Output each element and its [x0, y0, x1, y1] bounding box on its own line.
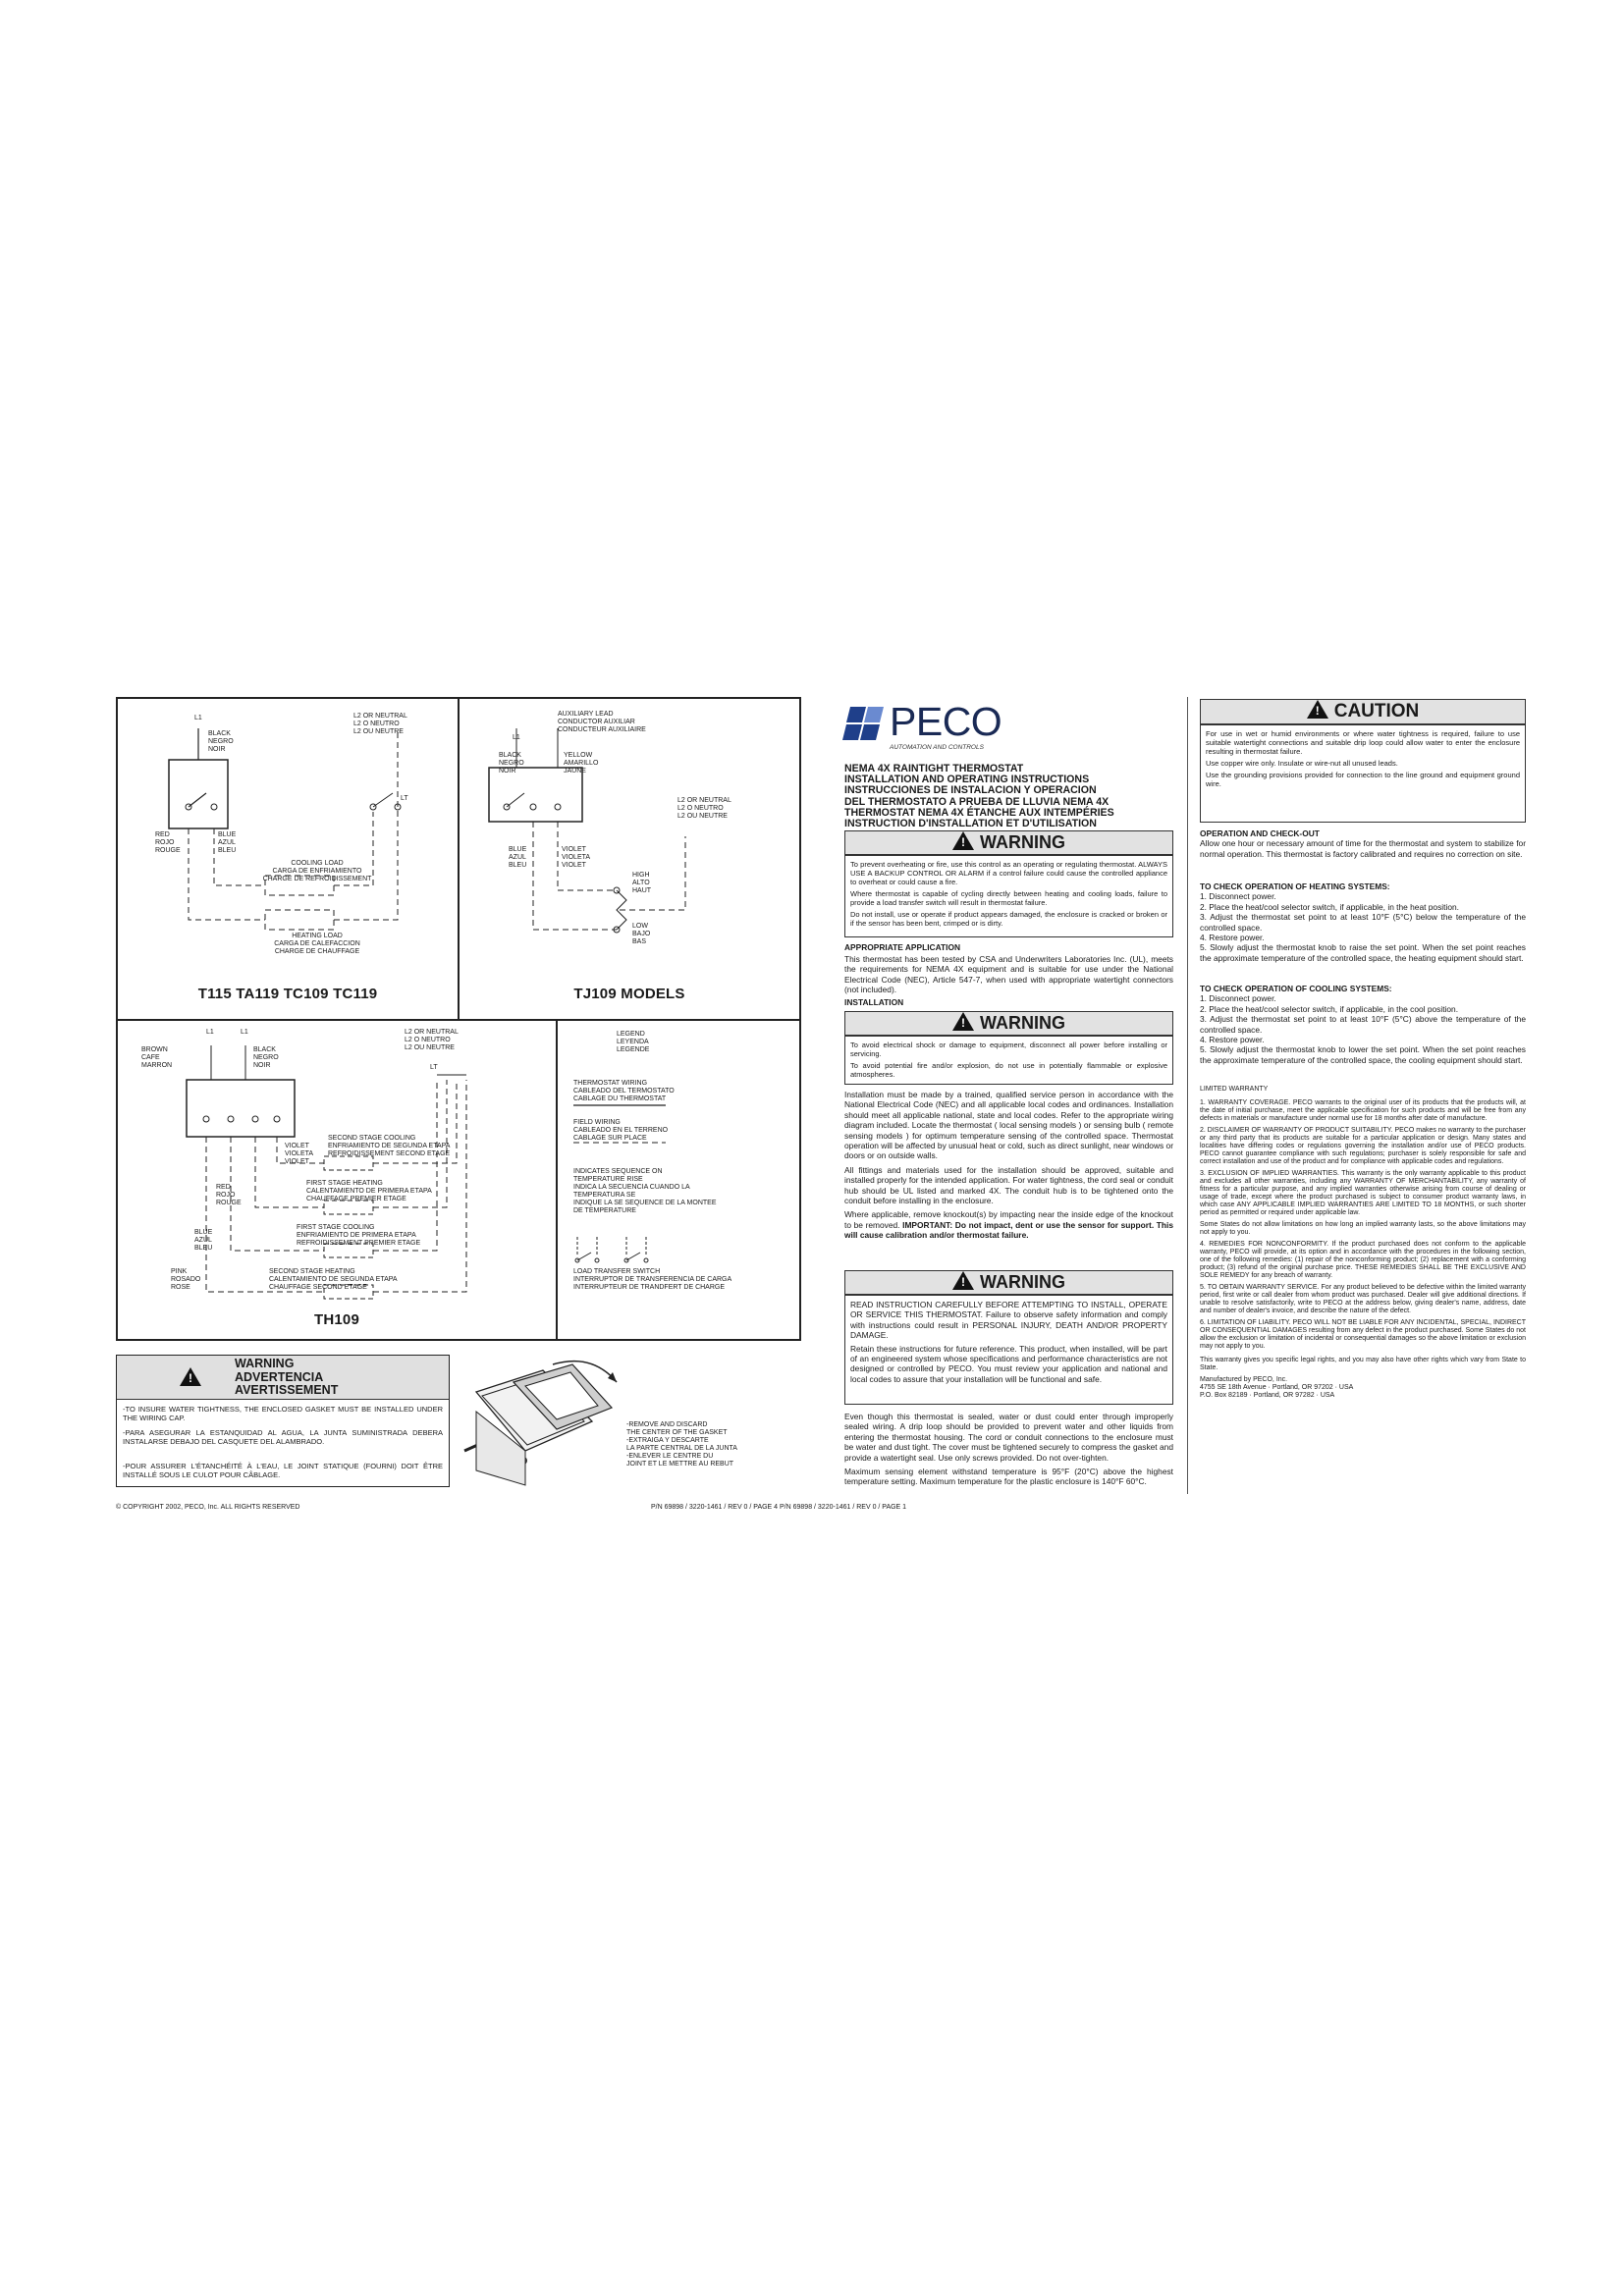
legend-thermostat-wiring: THERMOSTAT WIRING CABLEADO DEL TERMOSTATO CABLAGE DU THERMOSTAT: [573, 1080, 675, 1102]
tj109-l2-label: L2 OR NEUTRAL L2 O NEUTRO L2 OU NEUTRE: [677, 797, 731, 820]
document-title: NEMA 4X RAINTIGHT THERMOSTAT INSTALLATION AND OPERATING INSTRUCTIONS INSTRUCCIONES DE INSTALACION Y OPERACION DEL THERMOSTATO A PRUEBA DE LLUVIA NEMA 4X THERMOSTAT NEMA 4X ÉTANCHE AUX INTEMPÉRIES INSTRUCTION D'INSTALLATION ET D'UTILISATION: [844, 763, 1114, 830]
caution-triangle-icon: [1307, 700, 1328, 719]
th109-black-label: BLACK NEGRO NOIR: [253, 1046, 279, 1069]
t115-blue-label: BLUE AZUL BLEU: [218, 831, 237, 854]
gasket-warning-es: -PARA ASEGURAR LA ESTANQUIDAD AL AGUA, LA JUNTA SUMINISTRADA DEBERA INSTALARSE DEBAJO DEL CASQUETE DEL ALAMBRADO.: [123, 1428, 443, 1446]
th109-red-label: RED ROJO ROUGE: [216, 1184, 242, 1206]
limited-warranty: LIMITED WARRANTY 1. WARRANTY COVERAGE. PECO warrants to the original user of its products that the products will, at the date of initial purchase, meet the applicable specification for such products and will be free from any defects in materials or manufacture under normal use for 18 months after date of manufacture. 2. DISCLAIMER OF WARRANTY OF PRODUCT SUITABILITY. PECO makes no warranty to the purchaser or any third party that its products are suitable for a particular application or design. Many states and localities have differing codes or regulations governing the installation and/or use of PECO products. PECO cannot guarantee compliance with such regulations; purchaser is solely responsible for safe and correct installation and use of the product and for compliance with applicable codes and regulations. 3. EXCLUSION OF IMPLIED WARRANTIES. This warranty is the only warranty applicable to this product and excludes all other warranties, including any WARRANTY OF MERCHANTABILITY, any warranty of fitness for a particular purpose, and any implied warranties otherwise arising from course of dealing or usage of trade, except where the product purchased is subject to consumer product warranty laws, in which case ANY APPLICABLE IMPLIED WARRANTIES ARE LIMITED TO 18 MONTHS, or such shorter period as permitted or required under applicable law. Some States do not allow limitations on how long an implied warranty lasts, so the above limitations may not apply to you. 4. REMEDIES FOR NONCONFORMITY. If the product purchased does not conform to the applicable warranty, PECO will provide, at its option and in accordance with the procedures in the following section, one of the following remedies: (1) repair of the nonconforming product; (2) replacement with a conforming product; (3) refund of the original purchase price. THESE REMEDIES SHALL BE THE EXCLUSIVE AND SOLE REMEDY for any breach of warranty. 5. TO OBTAIN WARRANTY SERVICE. For any product believed to be defective within the limited warranty period, first write or call dealer from whom product was purchased. Dealer will give additional directions. If unable to resolve satisfactorily, write to PECO at the address below, giving dealer's name, address, date and number of dealer's invoice, and describe the nature of the defect. 6. LIMITATION OF LIABILITY. PECO WILL NOT BE LIABLE FOR ANY INCIDENTAL, SPECIAL, INDIRECT OR CONSEQUENTIAL DAMAGES resulting from any defect in the product purchased. Some States do not allow the exclusion or limitation of incidental or consequential damages so the above limitation or exclusion may not apply to you. This warranty gives you specific legal rights, and you may also have other rights which vary from State to State. Manufactured by PECO, Inc. 4755 SE 18th Avenue · Portland, OR 97202 · USA P.O. Box 82189 · Portland, OR 97282 · USA: [1200, 1086, 1526, 1399]
legend-field-wiring: FIELD WIRING CABLEADO EN EL TERRENO CABLAGE SUR PLACE: [573, 1119, 669, 1142]
gasket-warning-box: [116, 1355, 450, 1487]
legend-load-transfer-switch: LOAD TRANSFER SWITCH INTERRUPTOR DE TRANSFERENCIA DE CARGA INTERRUPTEUR DE TRANDFERT DE CHARGE: [573, 1268, 732, 1291]
installation-heading: INSTALLATION: [844, 997, 904, 1007]
legend-title: LEGEND LEYENDA LEGENDE: [617, 1031, 650, 1053]
t115-red-label: RED ROJO ROUGE: [155, 831, 181, 854]
th109-blue-label: BLUE AZUL BLEU: [194, 1229, 213, 1252]
th109-first-heat-label: FIRST STAGE HEATING CALENTAMIENTO DE PRIMERA ETAPA CHAUFFAGE PREMIER ETAGE: [306, 1180, 432, 1202]
sealed-body: Even though this thermostat is sealed, water or dust could enter through improperly sealed wiring. A drip loop should be provided to prevent water and other liquids from entering the thermostat housing. The cord or conduit connections to the enclosure must be water and dust tight. The cover must be tightened securely to compress the gasket and provide a watertight seal. Use only screws provided. Do not over-tighten. Maximum sensing element withstand temperature is 95°F (20°C) above the highest temperature setting. Maximum temperature for the plastic enclosure is 140°F 60°C.: [844, 1412, 1173, 1487]
tj109-blue-label: BLUE AZUL BLEU: [509, 846, 527, 869]
th109-pink-label: PINK ROSADO ROSE: [171, 1268, 201, 1291]
wiring-legend: [556, 1019, 801, 1341]
column-divider: [1187, 697, 1188, 1494]
gasket-warning-title: WARNING ADVERTENCIA AVERTISSEMENT: [235, 1357, 339, 1397]
knockout-important: IMPORTANT: Do not impact, dent or use the sensor for support. This will cause calibration and/or thermostat failure.: [844, 1219, 1173, 1241]
tj109-title: TJ109 MODELS: [573, 986, 685, 1002]
warning-triangle-icon: [180, 1367, 201, 1386]
warning-triangle-icon: [952, 831, 974, 850]
peco-logo-mark-icon: [844, 707, 888, 742]
th109-violet-label: VIOLET VIOLETA VIOLET: [285, 1143, 314, 1165]
gasket-warning-header: [117, 1356, 449, 1400]
th109-first-cool-label: FIRST STAGE COOLING ENFRIAMIENTO DE PRIMERA ETAPA REFROIDISSEMENT PREMIER ETAGE: [297, 1224, 421, 1247]
t115-l2-label: L2 OR NEUTRAL L2 O NEUTRO L2 OU NEUTRE: [353, 713, 407, 735]
tj109-yellow-label: YELLOW AMARILLO JAUNE: [564, 752, 599, 774]
legend-sequence: INDICATES SEQUENCE ON TEMPERATURE RISE INDICA LA SECUENCIA CUANDO LA TEMPERATURA SE INDIQUE LA SE SEQUENCE DE LA MONTEE DE TEMPERATURE: [573, 1168, 717, 1214]
th109-title: TH109: [313, 1311, 360, 1328]
t115-lt: LT: [401, 795, 408, 802]
gasket-warning-en: -TO INSURE WATER TIGHTNESS, THE ENCLOSED GASKET MUST BE INSTALLED UNDER THE WIRING CAP.: [123, 1405, 443, 1422]
warning-triangle-icon: [952, 1271, 974, 1290]
peco-wordmark: PECO: [890, 699, 1002, 744]
appropriate-heading: APPROPRIATE APPLICATION: [844, 942, 961, 952]
wiring-diagram-tj109: [458, 697, 801, 1021]
gasket-note: -REMOVE AND DISCARD THE CENTER OF THE GASKET -EXTRAIGA Y DESCARTE LA PARTE CENTRAL DE LA JUNTA -ENLEVER LE CENTRE DU JOINT ET LE METTRE AU REBUT: [626, 1421, 737, 1468]
th109-l1a: L1: [206, 1029, 214, 1036]
copyright: © COPYRIGHT 2002, PECO, Inc. ALL RIGHTS RESERVED: [116, 1504, 300, 1511]
tj109-l1: L1: [513, 734, 520, 741]
warning-box-1: To prevent overheating or fire, use this control as an operating or regulating thermostat. ALWAYS USE A BACKUP CONTROL OR ALARM if a control failure could cause the controlled appliance to overheat or could cause a fire. Where thermostat is capable of cycling directly between heating and cooling loads, failure to provide a load transfer switch will result in thermostat failure. Do not install, use or operate if product appears damaged, the enclosure is cracked or broken or if the sensor has been bent, crimped or is dirty.: [844, 855, 1173, 937]
th109-brown-label: BROWN CAFE MARRON: [141, 1046, 173, 1069]
peco-logo: [844, 699, 1090, 756]
caution-box: For use in wet or humid environments or where water tightness is required, failure to use suitable watertight connections and suitable drip loop could allow water to enter the enclosure resulting in thermostat failure. Use copper wire only. Insulate or wire-nut all unused leads. Use the grounding provisions provided for connection to the line ground and equipment ground wire.: [1200, 724, 1526, 823]
t115-title: T115 TA119 TC109 TC119: [197, 986, 378, 1002]
gasket-warning-fr: -POUR ASSURER L'ÉTANCHÉITÉ À L'EAU, LE JOINT STATIQUE (FOURNI) DOIT ÊTRE INSTALLÉ SOUS LE CULOT POUR CÂBLAGE.: [123, 1462, 443, 1479]
t115-cooling-label: COOLING LOAD CARGA DE ENFRIAMIENTO CHARGE DE REFROIDISSEMENT: [262, 860, 372, 882]
operation-section: OPERATION AND CHECK-OUT Allow one hour or necessary amount of time for the thermostat and system to stabilize for normal operation. This thermostat is factory calibrated and requires no correction on site.: [1200, 828, 1526, 859]
warning-banner-2: !WARNING: [844, 1011, 1173, 1036]
part-number: P/N 69898 / 3220-1461 / REV 0 / PAGE 4 P/N 69898 / 3220-1461 / REV 0 / PAGE 1: [651, 1504, 907, 1511]
warning-banner-1: !WARNING: [844, 830, 1173, 855]
appropriate-text: This thermostat has been tested by CSA and Underwriters Laboratories Inc. (UL), meets the requirements for NEMA 4X equipment and is suitable for use under the National Electrical Code (NEC), Article 547-7, when used with appropriate watertight connectors (not included).: [844, 954, 1173, 995]
th109-l1b: L1: [241, 1029, 248, 1036]
wiring-diagram-t115: [116, 697, 460, 1021]
t115-schematic: [118, 699, 458, 1019]
heating-check-section: TO CHECK OPERATION OF HEATING SYSTEMS: 1. Disconnect power. 2. Place the heat/cool selector switch, if applicable, in the heat position. 3. Adjust the thermostat set point to at least 10°F (5°C) below the temperature of the controlled space. 4. Restore power. 5. Slowly adjust the thermostat knob to raise the set point. When the set point reaches the approximate temperature of the controlled space, the heating equipment should start.: [1200, 881, 1526, 963]
t115-heating-label: HEATING LOAD CARGA DE CALEFACCION CHARGE DE CHAUFFAGE: [274, 933, 360, 955]
tj109-violet-label: VIOLET VIOLETA VIOLET: [562, 846, 591, 869]
instruction-sheet: [116, 697, 1530, 1620]
peco-tagline: AUTOMATION AND CONTROLS: [890, 744, 984, 751]
wiring-diagram-th109: [116, 1019, 558, 1341]
knockout-text: Where applicable, remove knockout(s) by impacting near the inside edge of the knockout to be removed.: [844, 1209, 1173, 1230]
warning-triangle-icon: [952, 1012, 974, 1031]
gasket-illustration: [455, 1353, 651, 1490]
warning-box-2: To avoid electrical shock or damage to equipment, disconnect all power before installing or servicing. To avoid potential fire and/or explosion, do not use in potentially flammable or explosive atmospheres.: [844, 1036, 1173, 1085]
tj109-black-label: BLACK NEGRO NOIR: [499, 752, 524, 774]
caution-banner: !CAUTION: [1200, 699, 1526, 724]
installation-body: Installation must be made by a trained, qualified service person in accordance with the National Electrical Code (NEC) and all applicable local codes and ordinances. Installation should meet all applicable national, state and local codes. Refer to the appropriate wiring diagram included. Locate the thermostat ( local sensing models ) or sensing bulb ( remote sensing models ) for optimum temperature sensing of the controlled space. Thermostat operation will be affected by unusual heat or cold, such as direct sunlight, near windows or doors or on outside walls. All fittings and materials used for the installation should be approved, suitable and installed properly for the intended application. For water tightness, the cord seal or conduit hub should be UL listed and marked 4X. The conduit hub is to be tightened onto the conduit before installing in the enclosure. Where applicable, remove knockout(s) by impacting near the inside edge of the knockout to be removed. IMPORTANT: Do not impact, dent or use the sensor for support. This will cause calibration and/or thermostat failure.: [844, 1090, 1173, 1241]
tj109-high-label: HIGH ALTO HAUT: [632, 872, 652, 894]
tj109-aux-label: AUXILIARY LEAD CONDUCTOR AUXILIAR CONDUCTEUR AUXILIAIRE: [558, 711, 646, 733]
t115-l1: L1: [194, 715, 202, 721]
warning-box-3: READ INSTRUCTION CAREFULLY BEFORE ATTEMPTING TO INSTALL, OPERATE OR SERVICE THIS THERMOSTAT. Failure to observe safety information and comply with instructions could result in PERSONAL INJURY, DEATH AND/OR PROPERTY DAMAGE. Retain these instructions for future reference. This product, when installed, will be part of an engineered system whose specifications and performance characteristics are not designed or controlled by PECO. You must review your application and national and local codes to assure that your installation will be functional and safe.: [844, 1295, 1173, 1405]
th109-second-cool-label: SECOND STAGE COOLING ENFRIAMIENTO DE SEGUNDA ETAPA REFROIDISSEMENT SECOND ETAGE: [328, 1135, 451, 1157]
warning-banner-3: !WARNING: [844, 1270, 1173, 1295]
tj109-low-label: LOW BAJO BAS: [632, 923, 651, 945]
th109-l2-label: L2 OR NEUTRAL L2 O NEUTRO L2 OU NEUTRE: [405, 1029, 459, 1051]
th109-second-heat-label: SECOND STAGE HEATING CALENTAMIENTO DE SEGUNDA ETAPA CHAUFFAGE SECOND ETAGE: [269, 1268, 398, 1291]
t115-black-label: BLACK NEGRO NOIR: [208, 730, 234, 753]
cooling-check-section: TO CHECK OPERATION OF COOLING SYSTEMS: 1. Disconnect power. 2. Place the heat/cool selector switch, if applicable, in the cool position. 3. Adjust the thermostat set point to at least 10°F (5°C) above the temperature of the controlled space. 4. Restore power. 5. Slowly adjust the thermostat knob to lower the set point. When the set point reaches the approximate temperature of the controlled space, the cooling equipment should start.: [1200, 984, 1526, 1065]
th109-lt: LT: [430, 1064, 438, 1071]
